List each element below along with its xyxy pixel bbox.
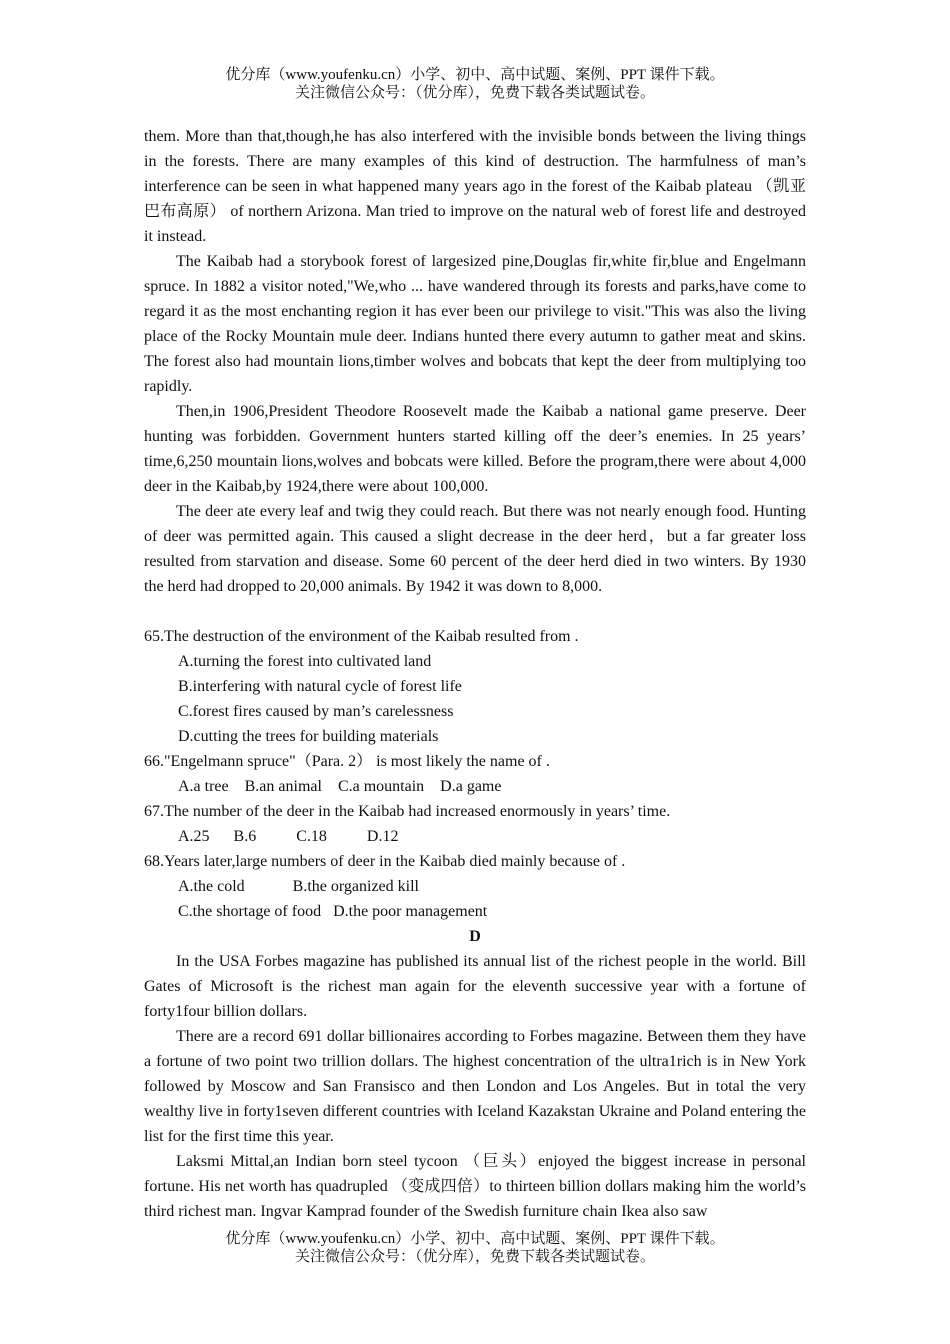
header-line-1: 优分库（www.youfenku.cn）小学、初中、高中试题、案例、PPT 课件下载。	[225, 67, 725, 83]
option-line: A.a tree B.an animal C.a mountain D.a game	[178, 778, 502, 795]
question-stem: 65.The destruction of the environment of the Kaibab resulted from .	[144, 628, 579, 645]
header-line-2: 关注微信公众号：（优分库），免费下载各类试题试卷。	[294, 85, 655, 101]
section-label-d: D	[469, 928, 481, 945]
passage-c-paragraph-3: Then,in 1906,President Theodore Roosevelt made the Kaibab a national game preserve. Deer hunting was forbidden. Government hunters started killing off the deer’s enemies. In 25 years’ time,6,250 mountain lions,wolves and bobcats were killed. Before the program,there were about 4,000 deer in the Kaibab,by 1924,there were about 100,000.	[144, 403, 806, 495]
option-line: C.forest fires caused by man’s carelessness	[178, 703, 454, 720]
option-line: A.the cold B.the organized kill	[178, 878, 419, 895]
option-line: A.25 B.6 C.18 D.12	[178, 828, 399, 845]
passage-d-paragraph-3: Laksmi Mittal,an Indian born steel tycoon （巨头）enjoyed the biggest increase in personal fortune. His net worth has quadrupled （变成四倍）to thirteen billion dollars making him the world’s third richest man. Ingvar Kamprad founder of the Swedish furniture chain Ikea also saw	[144, 1153, 806, 1220]
footer-line-2: 关注微信公众号：（优分库），免费下载各类试题试卷。	[294, 1249, 655, 1265]
passage-d-paragraph-1: In the USA Forbes magazine has published its annual list of the richest people in the world. Bill Gates of Microsoft is the richest man again for the eleventh successive year with a fortune of forty1four billion dollars.	[144, 953, 806, 1020]
passage-c-paragraph-1: them. More than that,though,he has also interfered with the invisible bonds between the living things in the forests. There are many examples of this kind of destruction. The harmfulness of man’s interference can be seen in what happened many years ago in the forest of the Kaibab plateau （凯亚巴布高原） of northern Arizona. Man tried to improve on the natural web of forest life and destroyed it instead.	[144, 128, 806, 245]
spacer	[144, 599, 806, 624]
question-66	[144, 749, 806, 799]
passage-c-paragraph-4: The deer ate every leaf and twig they could reach. But there was not nearly enough food. Hunting of deer was permitted again. This caused a slight decrease in the deer herd，but a far greater loss resulted from starvation and disease. Some 60 percent of the deer herd died in two winters. By 1930 the herd had dropped to 20,000 animals. By 1942 it was down to 8,000.	[144, 503, 806, 595]
passage-d-paragraph-2: There are a record 691 dollar billionaires according to Forbes magazine. Between them they have a fortune of two point two trillion dollars. The highest concentration of the ultra1rich is in New York followed by Moscow and San Fransisco and then London and Los Angeles. But in total the very wealthy live in forty1seven different countries with Iceland Kazakstan Ukraine and Poland entering the list for the first time this year.	[144, 1028, 806, 1145]
question-stem: 66."Engelmann spruce"（Para. 2） is most likely the name of .	[144, 753, 550, 770]
option-line: D.cutting the trees for building materials	[178, 728, 439, 745]
page-content	[144, 124, 806, 1224]
option-line: B.interfering with natural cycle of forest life	[178, 678, 462, 695]
option-line: A.turning the forest into cultivated land	[178, 653, 432, 670]
header-watermark	[0, 66, 950, 102]
question-stem: 67.The number of the deer in the Kaibab had increased enormously in years’ time.	[144, 803, 671, 820]
option-line: C.the shortage of food D.the poor management	[178, 903, 488, 920]
question-stem: 68.Years later,large numbers of deer in the Kaibab died mainly because of .	[144, 853, 626, 870]
question-68	[144, 849, 806, 924]
question-67	[144, 799, 806, 849]
question-65	[144, 624, 806, 749]
passage-c-paragraph-2: The Kaibab had a storybook forest of largesized pine,Douglas fir,white fir,blue and Engelmann spruce. In 1882 a visitor noted,"We,who ... have wandered through its forests and parks,have come to regard it as the most enchanting region it has ever been our privilege to visit."This was also the living place of the Rocky Mountain mule deer. Indians hunted there every autumn to gather meat and skins. The forest also had mountain lions,timber wolves and bobcats that kept the deer from multiplying too rapidly.	[144, 253, 806, 395]
footer-line-1: 优分库（www.youfenku.cn）小学、初中、高中试题、案例、PPT 课件下载。	[225, 1231, 725, 1247]
footer-watermark	[0, 1230, 950, 1266]
